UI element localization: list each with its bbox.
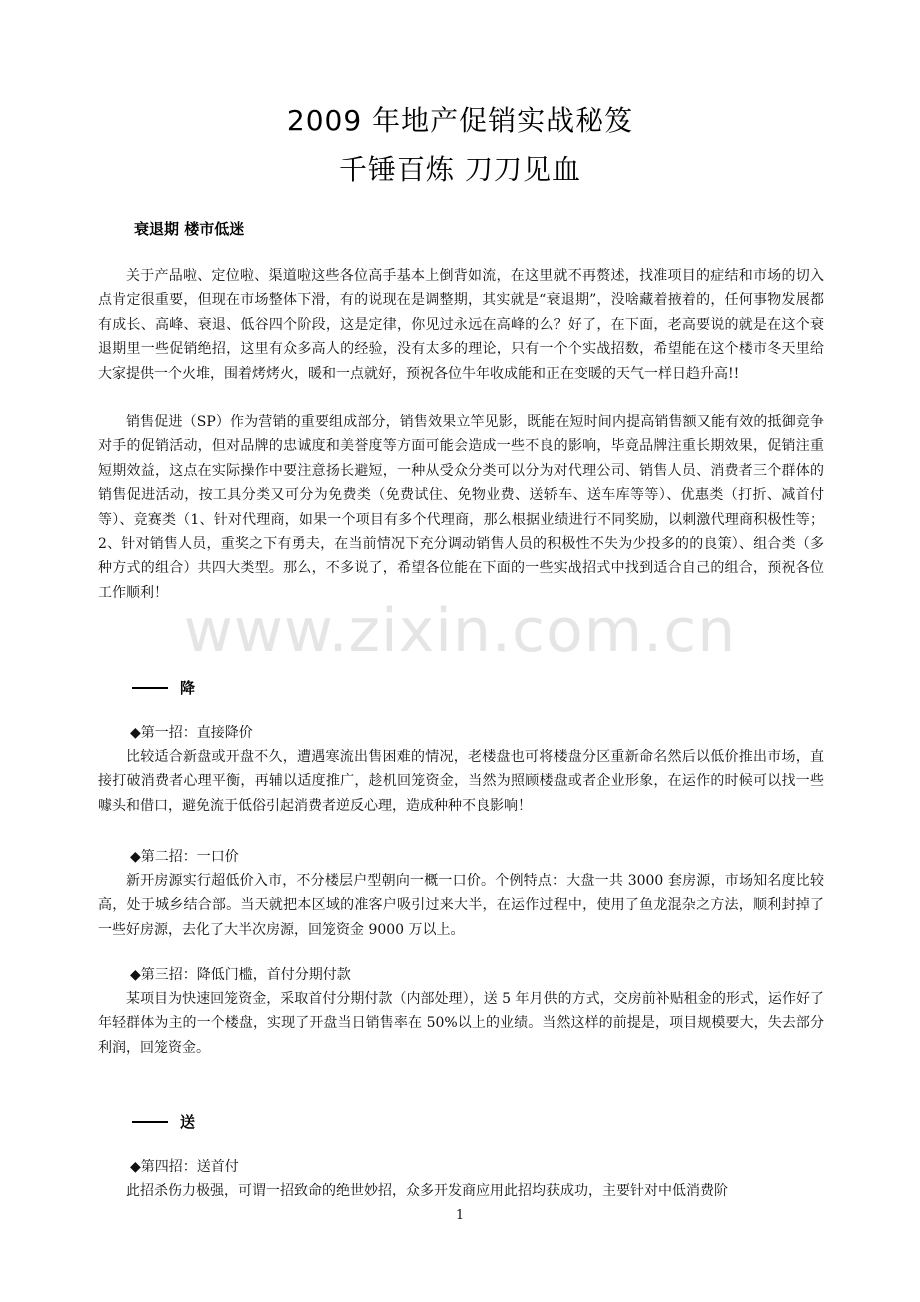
part-heading-label: 降	[180, 679, 196, 697]
em-dash-line	[132, 687, 168, 689]
part-heading-discount	[132, 678, 195, 698]
move-3-body: 某项目为快速回笼资金，采取首付分期付款（内部处理），送 5 年月供的方式，交房前补贴租金的形式，运作好了年轻群体为主的一个楼盘，实现了开盘当日销售率在 50%以上的业绩。当然这样的前提是，项目规模要大，失去部分利润，回笼资金。	[98, 991, 824, 1056]
document-title: 2009 年地产促销实战秘笈	[286, 104, 634, 137]
move-4-title: ◆第四招：送首付	[130, 1159, 239, 1175]
move-2-title: ◆第二招：一口价	[130, 849, 239, 865]
em-dash-line	[132, 1121, 168, 1123]
document-subtitle: 千锤百炼 刀刀见血	[339, 153, 581, 186]
move-2-body: 新开房源实行超低价入市，不分楼层户型朝向一概一口价。个例特点：大盘一共 3000 套房源，市场知名度比较高，处于城乡结合部。当天就把本区域的准客户吸引过来大半，在运作过程中，使用了鱼龙混杂之方法，顺利封掉了一些好房源，去化了大半次房源，回笼资金 9000 万以上。	[98, 873, 824, 938]
watermark: www.zixin.com.cn	[183, 596, 737, 666]
move-1-body: 比较适合新盘或开盘不久，遭遇寒流出售困难的情况，老楼盘也可将楼盘分区重新命名然后以低价推出市场，直接打破消费者心理平衡，再辅以适度推广，趁机回笼资金，当然为照顾楼盘或者企业形象，在运作的时候可以找一些噱头和借口，避免流于低俗引起消费者逆反心理，造成种种不良影响！	[98, 749, 824, 814]
part-heading-gift	[132, 1112, 195, 1132]
intro-paragraph-1: 关于产品啦、定位啦、渠道啦这些各位高手基本上倒背如流，在这里就不再赘述，找准项目的症结和市场的切入点肯定很重要，但现在市场整体下滑，有的说现在是调整期，其实就是“衰退期”，没啥藏着掖着的，任何事物发展都有成长、高峰、衰退、低谷四个阶段，这是定律，你见过永远在高峰的么？好了，在下面，老高要说的就是在这个衰退期里一些促销绝招，这里有众多高人的经验，没有太多的理论，只有一个个实战招数，希望能在这个楼市冬天里给大家提供一个火堆，围着烤烤火，暖和一点就好，预祝各位牛年收成能和正在变暖的天气一样日趋升高!!	[98, 268, 824, 382]
move-4-body: 此招杀伤力极强，可谓一招致命的绝世妙招，众多开发商应用此招均获成功，主要针对中低消费阶	[126, 1183, 728, 1199]
move-1-title: ◆第一招：直接降价	[130, 725, 253, 741]
section-heading: 衰退期 楼市低迷	[134, 220, 245, 238]
intro-paragraph-2: 销售促进（SP）作为营销的重要组成部分，销售效果立竿见影，既能在短时间内提高销售额又能有效的抵御竞争对手的促销活动，但对品牌的忠诚度和美誉度等方面可能会造成一些不良的影响，毕竟品牌注重长期效果，促销注重短期效益，这点在实际操作中要注意扬长避短，一种从受众分类可以分为对代理公司、销售人员、消费者三个群体的销售促进活动，按工具分类又可分为免费类（免费试住、免物业费、送轿车、送车库等等）、优惠类（打折、减首付等）、竞赛类（1、针对代理商，如果一个项目有多个代理商，那么根据业绩进行不同奖励，以刺激代理商积极性等；2、针对销售人员，重奖之下有勇夫，在当前情况下充分调动销售人员的积极性不失为少投多的的良策）、组合类（多种方式的组合）共四大类型。那么，不多说了，希望各位能在下面的一些实战招式中找到适合自己的组合，预祝各位工作顺利！	[98, 414, 824, 601]
part-heading-label: 送	[180, 1113, 196, 1131]
move-3-title: ◆第三招：降低门槛，首付分期付款	[130, 967, 351, 983]
page-number: 1	[455, 1208, 465, 1223]
